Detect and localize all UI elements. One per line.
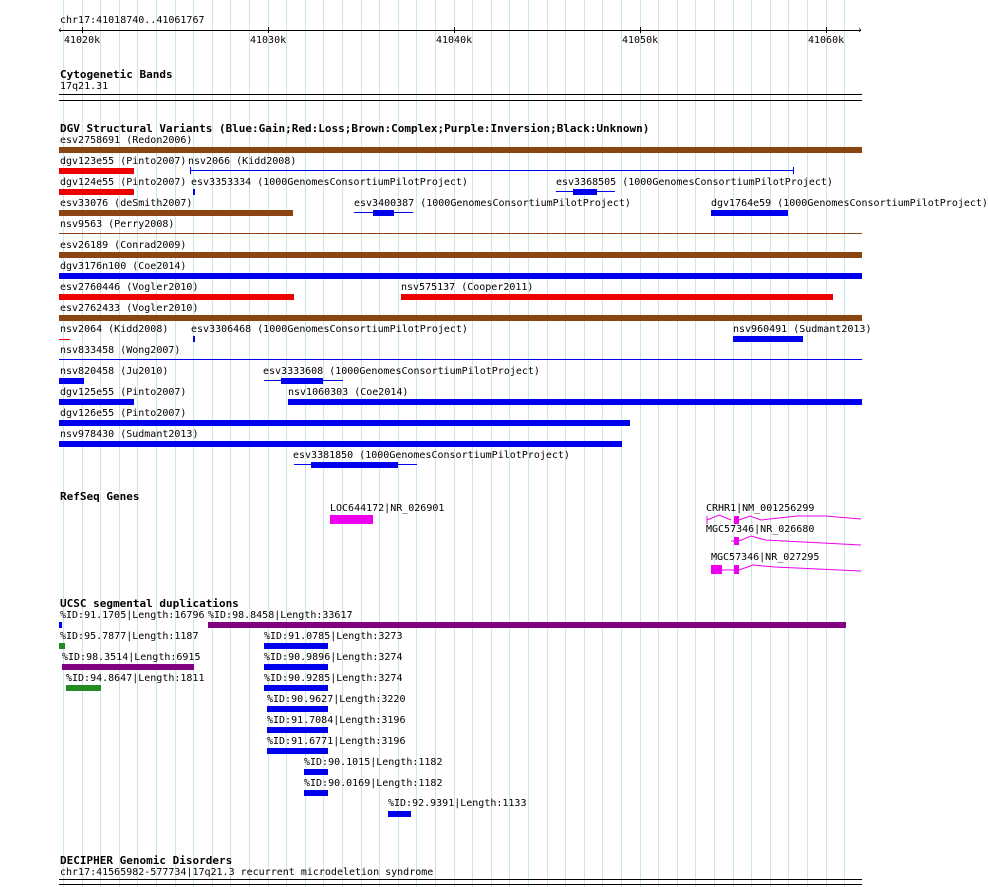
dgv-feature-label[interactable]: esv26189 (Conrad2009)	[60, 240, 187, 251]
dgv-feature-loss[interactable]	[401, 294, 833, 300]
dgv-feature-label[interactable]: esv3368505 (1000GenomesConsortiumPilotProject)	[556, 177, 833, 188]
segdup-feature[interactable]	[59, 622, 62, 628]
dgv-feature-label[interactable]: esv3306468 (1000GenomesConsortiumPilotProject)	[191, 324, 468, 335]
dgv-feature-label[interactable]: dgv124e55 (Pinto2007)	[60, 177, 187, 188]
segdup-feature[interactable]	[267, 727, 328, 733]
dgv-feature-gain[interactable]	[59, 273, 862, 279]
track-divider	[59, 884, 862, 885]
dgv-feature-label[interactable]: dgv3176n100 (Coe2014)	[60, 261, 187, 272]
track-title-cytoband[interactable]: Cytogenetic Bands	[60, 68, 173, 81]
dgv-feature-label[interactable]: nsv2064 (Kidd2008)	[60, 324, 169, 335]
ruler-tick-label: 41030k	[250, 35, 287, 46]
dgv-feature-gain[interactable]	[288, 399, 862, 405]
dgv-feature-label[interactable]: esv3353334 (1000GenomesConsortiumPilotProject)	[191, 177, 468, 188]
segdup-label[interactable]: %ID:91.6771|Length:3196	[267, 736, 406, 747]
dgv-feature-complex[interactable]	[59, 252, 862, 258]
segdup-feature[interactable]	[66, 685, 101, 691]
segdup-feature[interactable]	[59, 643, 65, 649]
dgv-feature-complex[interactable]	[59, 233, 862, 234]
dgv-feature-loss[interactable]	[59, 294, 294, 300]
dgv-feature-label[interactable]: dgv123e55 (Pinto2007)	[60, 156, 187, 167]
dgv-feature-label[interactable]: esv2760446 (Vogler2010)	[60, 282, 199, 293]
dgv-feature-gain[interactable]	[733, 336, 803, 342]
dgv-feature-gain[interactable]	[59, 399, 134, 405]
segdup-label[interactable]: %ID:92.9391|Length:1133	[388, 798, 527, 809]
dgv-feature-edge	[793, 167, 794, 174]
segdup-label[interactable]: %ID:91.7084|Length:3196	[267, 715, 406, 726]
segdup-label[interactable]: %ID:95.7877|Length:1187	[60, 631, 199, 642]
grid-line	[844, 0, 845, 887]
gene-label[interactable]: MGC57346|NR_027295	[711, 552, 820, 563]
grid-line	[770, 0, 771, 887]
grid-line	[677, 0, 678, 887]
dgv-feature-complex[interactable]	[59, 315, 862, 321]
grid-line	[807, 0, 808, 887]
segdup-label[interactable]: %ID:90.9896|Length:3274	[264, 652, 403, 663]
dgv-feature-gain[interactable]	[190, 170, 794, 171]
grid-line	[751, 0, 752, 887]
segdup-label[interactable]: %ID:91.1705|Length:16796	[60, 610, 205, 621]
dgv-feature-label[interactable]: dgv1764e59 (1000GenomesConsortiumPilotProject)	[711, 198, 988, 209]
ruler-tick	[82, 27, 83, 33]
grid-line	[695, 0, 696, 887]
gene-loc644172[interactable]	[330, 515, 373, 524]
track-divider	[59, 100, 862, 101]
grid-line	[733, 0, 734, 887]
dgv-feature-edge	[190, 167, 191, 174]
dgv-feature-gain[interactable]	[281, 378, 323, 384]
dgv-feature-label[interactable]: nsv9563 (Perry2008)	[60, 219, 175, 230]
ruler-location: chr17:41018740..41061767	[60, 15, 205, 26]
gene-mgc57346-nr027295[interactable]	[705, 562, 863, 578]
dgv-feature-label[interactable]: esv33076 (deSmith2007)	[60, 198, 193, 209]
dgv-feature-label[interactable]: esv2758691 (Redon2006)	[60, 135, 193, 146]
ruler-left-arrow-icon: ‹	[57, 25, 64, 36]
dgv-feature-label[interactable]: dgv125e55 (Pinto2007)	[60, 387, 187, 398]
track-title-dgv[interactable]: DGV Structural Variants (Blue:Gain;Red:Loss;Brown:Complex;Purple:Inversion;Black:Unknown)	[60, 122, 650, 135]
dgv-feature-label[interactable]: esv3333608 (1000GenomesConsortiumPilotProject)	[263, 366, 540, 377]
track-title-refseq[interactable]: RefSeq Genes	[60, 490, 140, 503]
dgv-feature-loss[interactable]	[59, 189, 134, 195]
track-title-segdup[interactable]: UCSC segmental duplications	[60, 597, 239, 610]
dgv-feature-label[interactable]: nsv2066 (Kidd2008)	[188, 156, 297, 167]
dgv-feature-loss[interactable]	[59, 168, 134, 174]
segdup-label[interactable]: %ID:91.0785|Length:3273	[264, 631, 403, 642]
gene-label[interactable]: CRHR1|NM_001256299	[706, 503, 815, 514]
segdup-feature[interactable]	[208, 622, 846, 628]
ruler-right-arrow-icon: ›	[857, 25, 864, 36]
gene-mgc57346-nr026680[interactable]	[705, 533, 863, 549]
gene-label[interactable]: LOC644172|NR_026901	[330, 503, 445, 514]
dgv-feature-gain[interactable]	[573, 189, 597, 195]
grid-line	[826, 0, 827, 887]
segdup-feature[interactable]	[267, 706, 328, 712]
dgv-feature-loss[interactable]	[59, 339, 70, 340]
dgv-feature-gain[interactable]	[59, 420, 630, 426]
dgv-feature-gain[interactable]	[193, 336, 195, 342]
ruler-tick	[454, 27, 455, 33]
dgv-feature-label[interactable]: esv3381850 (1000GenomesConsortiumPilotProject)	[293, 450, 570, 461]
segdup-label[interactable]: %ID:98.8458|Length:33617	[208, 610, 353, 621]
gene-label[interactable]: MGC57346|NR_026680	[706, 524, 815, 535]
decipher-line[interactable]	[59, 879, 862, 880]
dgv-feature-label[interactable]: nsv575137 (Cooper2011)	[401, 282, 534, 293]
dgv-feature-label[interactable]: nsv1060303 (Coe2014)	[288, 387, 409, 398]
segdup-label[interactable]: %ID:90.9285|Length:3274	[264, 673, 403, 684]
ruler-tick-label: 41020k	[64, 35, 101, 46]
segdup-feature[interactable]	[264, 685, 328, 691]
grid-line	[658, 0, 659, 887]
ruler-tick	[268, 27, 269, 33]
dgv-feature-gain[interactable]	[193, 189, 195, 195]
dgv-feature-label[interactable]: esv2762433 (Vogler2010)	[60, 303, 199, 314]
dgv-feature-complex[interactable]	[59, 210, 293, 216]
ruler-tick-label: 41040k	[436, 35, 473, 46]
segdup-feature[interactable]	[304, 769, 328, 775]
grid-line	[788, 0, 789, 887]
segdup-label[interactable]: %ID:90.1015|Length:1182	[304, 757, 443, 768]
segdup-feature[interactable]	[264, 664, 328, 670]
ruler-tick	[640, 27, 641, 33]
dgv-feature-label[interactable]: nsv833458 (Wong2007)	[60, 345, 181, 356]
dgv-feature-gain[interactable]	[59, 359, 862, 360]
dgv-feature-label[interactable]: nsv820458 (Ju2010)	[60, 366, 169, 377]
dgv-feature-label[interactable]: dgv126e55 (Pinto2007)	[60, 408, 187, 419]
dgv-feature-gain[interactable]	[59, 378, 84, 384]
dgv-feature-gain[interactable]	[711, 210, 788, 216]
segdup-label[interactable]: %ID:98.3514|Length:6915	[62, 652, 201, 663]
segdup-feature[interactable]	[62, 664, 194, 670]
dgv-feature-label[interactable]: esv3400387 (1000GenomesConsortiumPilotProject)	[354, 198, 631, 209]
ruler-tick-label: 41060k	[808, 35, 845, 46]
dgv-feature-gain[interactable]	[373, 210, 394, 216]
dgv-feature-complex[interactable]	[59, 147, 862, 153]
segdup-feature[interactable]	[267, 748, 328, 754]
track-title-decipher[interactable]: DECIPHER Genomic Disorders	[60, 854, 233, 867]
cytoband-line	[59, 94, 862, 95]
grid-line	[714, 0, 715, 887]
segdup-feature[interactable]	[388, 811, 411, 817]
segdup-label[interactable]: %ID:90.0169|Length:1182	[304, 778, 443, 789]
ruler-tick-label: 41050k	[622, 35, 659, 46]
dgv-feature-gain[interactable]	[311, 462, 398, 468]
segdup-label[interactable]: %ID:90.9627|Length:3220	[267, 694, 406, 705]
ruler-tick	[826, 27, 827, 33]
segdup-feature[interactable]	[304, 790, 328, 796]
dgv-feature-label[interactable]: nsv978430 (Sudmant2013)	[60, 429, 199, 440]
dgv-feature-label[interactable]: nsv960491 (Sudmant2013)	[733, 324, 872, 335]
segdup-label[interactable]: %ID:94.8647|Length:1811	[66, 673, 205, 684]
dgv-feature-gain[interactable]	[59, 441, 622, 447]
cytoband-label[interactable]: 17q21.31	[60, 81, 109, 92]
decipher-entry-label[interactable]: chr17:41565982-577734|17q21.3 recurrent microdeletion syndrome	[60, 867, 434, 878]
ruler-axis	[60, 30, 860, 31]
segdup-feature[interactable]	[264, 643, 328, 649]
